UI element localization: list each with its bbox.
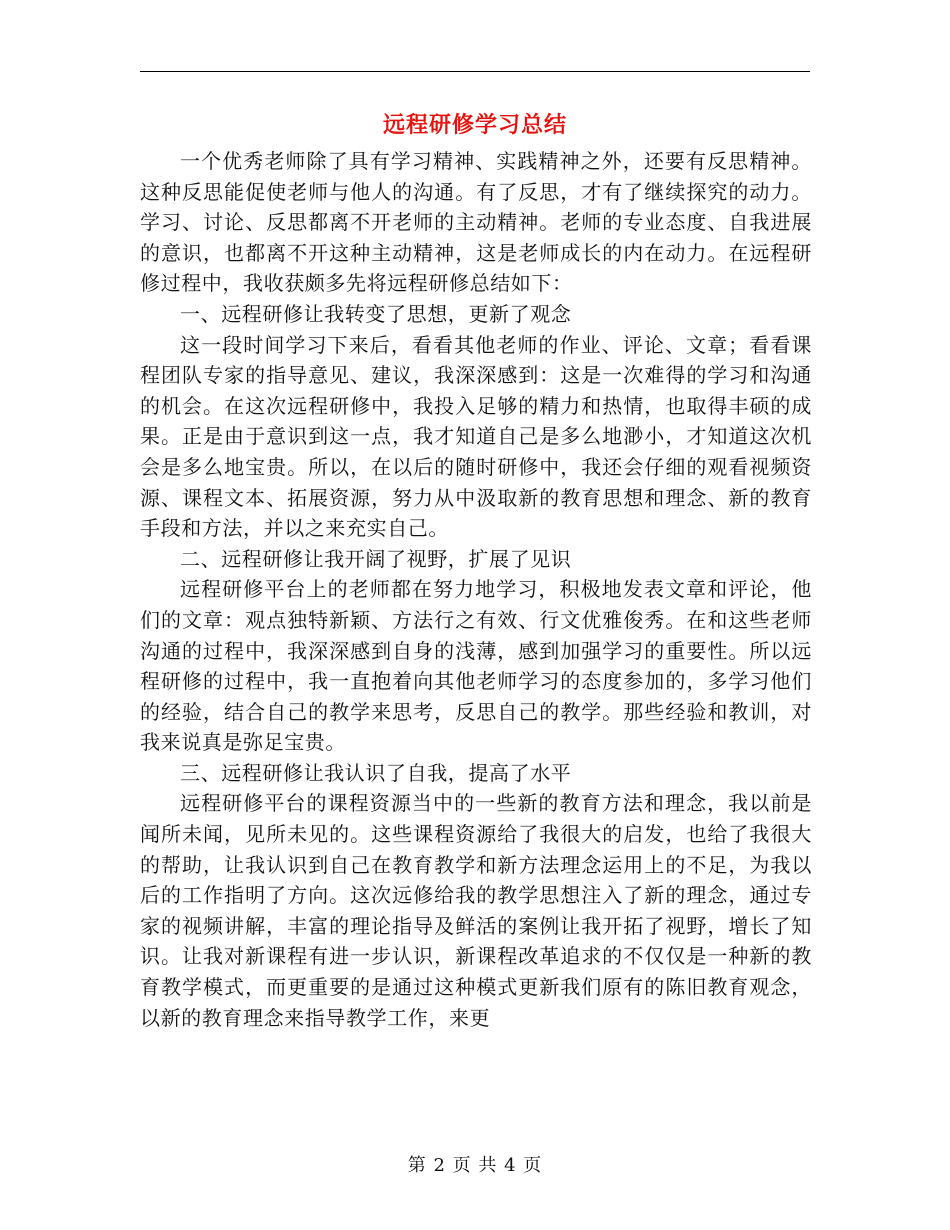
document-title: 远程研修学习总结	[382, 112, 567, 138]
document-body	[140, 146, 812, 1033]
paragraph-section-1: 这一段时间学习下来后，看看其他老师的作业、评论、文章；看看课程团队专家的指导意见、建议，我深深感到：这是一次难得的学习和沟通的机会。在这次远程研修中，我投入足够的精力和热情，也取得丰硕的成果。正是由于意识到这一点，我才知道自己是多么地渺小，才知道这次机会是多么地宝贵。所以，在以后的随时研修中，我还会仔细的观看视频资源、课程文本、拓展资源，努力从中汲取新的教育思想和理念、新的教育手段和方法，并以之来充实自己。	[140, 332, 812, 541]
section-heading-1: 一、远程研修让我转变了思想，更新了观念	[180, 301, 572, 326]
paragraph-intro: 一个优秀老师除了具有学习精神、实践精神之外，还要有反思精神。这种反思能促使老师与他人的沟通。有了反思，才有了继续探究的动力。学习、讨论、反思都离不开老师的主动精神。老师的专业态度、自我进展的意识，也都离不开这种主动精神，这是老师成长的内在动力。在远程研修过程中，我收获颇多先将远程研修总结如下：	[140, 149, 812, 296]
section-heading-2: 二、远程研修让我开阔了视野，扩展了见识	[180, 546, 572, 571]
header-rule	[140, 71, 810, 72]
section-heading-3: 三、远程研修让我认识了自我，提高了水平	[180, 760, 572, 785]
paragraph-section-3: 远程研修平台的课程资源当中的一些新的教育方法和理念，我以前是闻所未闻，见所未见的。这些课程资源给了我很大的启发，也给了我很大的帮助，让我认识到自己在教育教学和新方法理念运用上的不足，为我以后的工作指明了方向。这次远修给我的教学思想注入了新的理念，通过专家的视频讲解，丰富的理论指导及鲜活的案例让我开拓了视野，增长了知识。让我对新课程有进一步认识，新课程改革追求的不仅仅是一种新的教育教学模式，而更重要的是通过这种模式更新我们原有的陈旧教育观念，以新的教育理念来指导教学工作，来更	[140, 791, 812, 1030]
paragraph-section-2: 远程研修平台上的老师都在努力地学习，积极地发表文章和评论，他们的文章：观点独特新颖、方法行之有效、行文优雅俊秀。在和这些老师沟通的过程中，我深深感到自身的浅薄，感到加强学习的重要性。所以远程研修的过程中，我一直抱着向其他老师学习的态度参加的，多学习他们的经验，结合自己的教学来思考，反思自己的教学。那些经验和教训，对我来说真是弥足宝贵。	[140, 577, 812, 755]
page-number-footer: 第 2 页 共 4 页	[407, 1155, 543, 1176]
